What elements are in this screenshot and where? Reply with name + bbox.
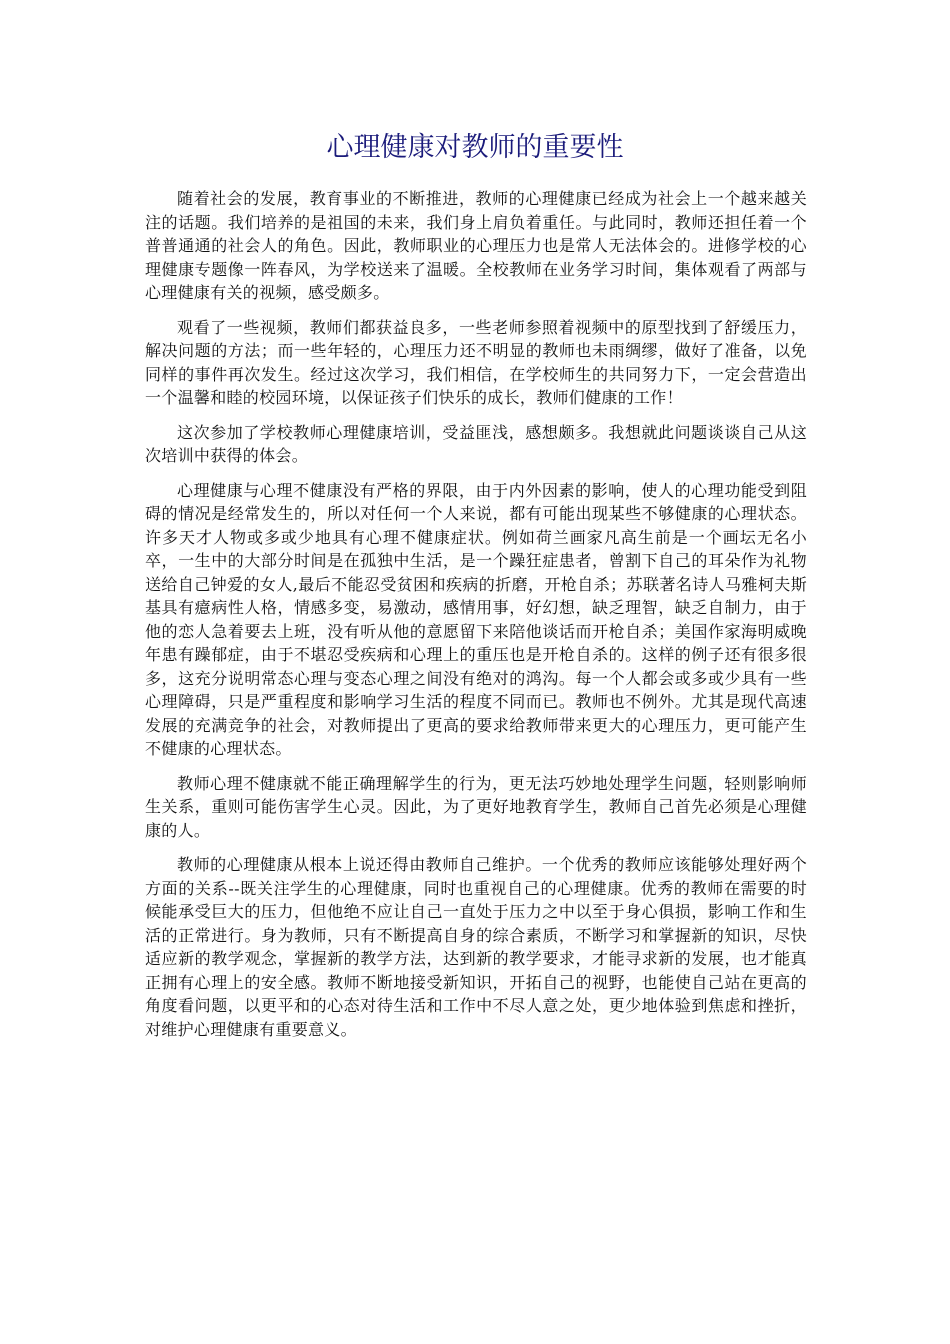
paragraph-2: 观看了一些视频，教师们都获益良多，一些老师参照着视频中的原型找到了舒缓压力，解决问题的方法；而一些年轻的，心理压力还不明显的教师也未雨绸缪，做好了准备，以免同样的事件再次发生。经过这次学习，我们相信，在学校师生的共同努力下，一定会营造出一个温馨和睦的校园环境，以保证孩子们快乐的成长，教师们健康的工作！ (145, 317, 807, 407)
document-body (145, 187, 807, 1052)
paragraph-1: 随着社会的发展，教育事业的不断推进，教师的心理健康已经成为社会上一个越来越关注的话题。我们培养的是祖国的未来，我们身上肩负着重任。与此同时，教师还担任着一个普普通通的社会人的角色。因此，教师职业的心理压力也是常人无法体会的。进修学校的心理健康专题像一阵春风，为学校送来了温暖。全校教师在业务学习时间，集体观看了两部与心理健康有关的视频，感受颇多。 (145, 189, 807, 302)
paragraph-4: 心理健康与心理不健康没有严格的界限，由于内外因素的影响，使人的心理功能受到阻碍的情况是经常发生的，所以对任何一个人来说，都有可能出现某些不够健康的心理状态。许多天才人物或多或少地具有心理不健康症状。例如荷兰画家凡高生前是一个画坛无名小卒，一生中的大部分时间是在孤独中生活，是一个躁狂症患者，曾割下自己的耳朵作为礼物送给自己钟爱的女人,最后不能忍受贫困和疾病的折磨，开枪自杀；苏联著名诗人马雅柯夫斯基具有癔病性人格，情感多变，易激动，感情用事，好幻想，缺乏理智，缺乏自制力，由于他的恋人急着要去上班，没有听从他的意愿留下来陪他谈话而开枪自杀；美国作家海明威晚年患有躁郁症，由于不堪忍受疾病和心理上的重压也是开枪自杀的。这样的例子还有很多很多，这充分说明常态心理与变态心理之间没有绝对的鸿沟。每一个人都会或多或少具有一些心理障碍，只是严重程度和影响学习生活的程度不同而已。教师也不例外。尤其是现代高速发展的充满竞争的社会，对教师提出了更高的要求给教师带来更大的心理压力，更可能产生不健康的心理状态。 (145, 480, 807, 758)
paragraph-5: 教师心理不健康就不能正确理解学生的行为，更无法巧妙地处理学生问题，轻则影响师生关系，重则可能伤害学生心灵。因此，为了更好地教育学生，教师自己首先必须是心理健康的人。 (145, 773, 807, 840)
paragraph-3: 这次参加了学校教师心理健康培训，受益匪浅，感想颇多。我想就此问题谈谈自己从这次培训中获得的体会。 (145, 422, 807, 465)
paragraph-6: 教师的心理健康从根本上说还得由教师自己维护。一个优秀的教师应该能够处理好两个方面的关系--既关注学生的心理健康，同时也重视自己的心理健康。优秀的教师在需要的时候能承受巨大的压力，但他绝不应让自己一直处于压力之中以至于身心俱损，影响工作和生活的正常进行。身为教师，只有不断提高自身的综合素质，不断学习和掌握新的知识，尽快适应新的教学观念，掌握新的教学方法，达到新的教学要求，才能寻求新的发展，也才能真正拥有心理上的安全感。教师不断地接受新知识，开拓自己的视野，也能使自己站在更高的角度看问题，以更平和的心态对待生活和工作中不尽人意之处，更少地体验到焦虑和挫折，对维护心理健康有重要意义。 (145, 855, 807, 1039)
document-title: 心理健康对教师的重要性 (326, 132, 624, 163)
